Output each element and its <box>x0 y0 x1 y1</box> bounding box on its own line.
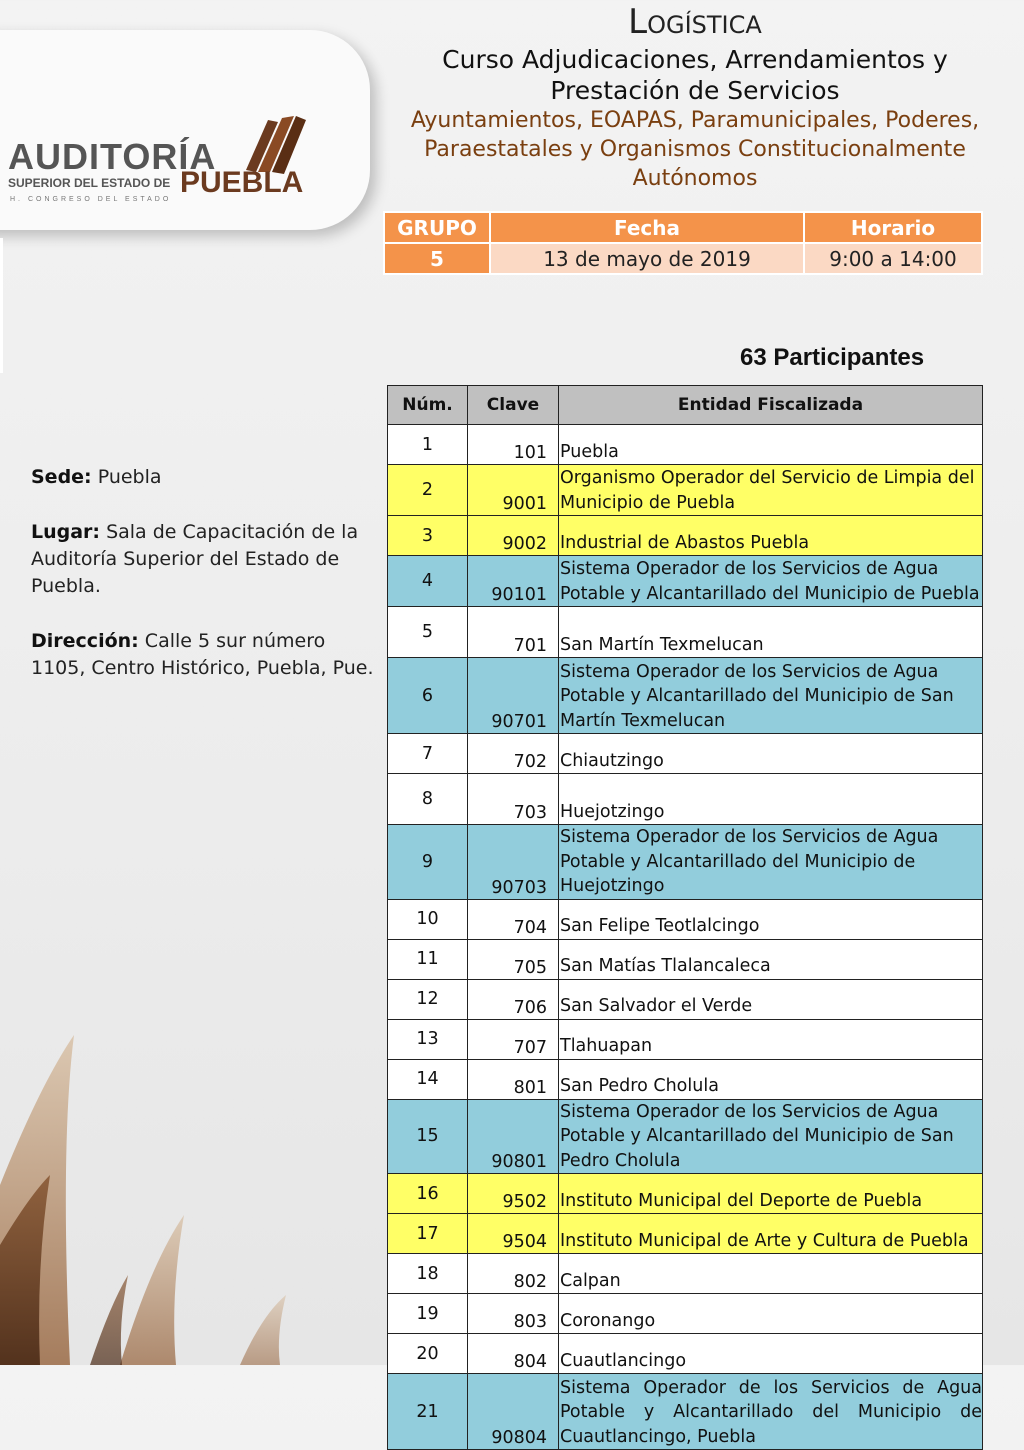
row-clave: 90703 <box>468 825 559 900</box>
table-row <box>388 1059 983 1099</box>
row-clave: 90801 <box>468 1099 559 1174</box>
sede-label: Sede: <box>31 466 92 488</box>
table-row <box>388 556 983 607</box>
row-entidad: Sistema Operador de los Servicios de Agua Potable y Alcantarillado del Municipio de Cuautlancingo, Puebla <box>559 1374 983 1450</box>
row-entidad: Instituto Municipal del Deporte de Puebla <box>559 1174 983 1214</box>
table-row <box>388 825 983 900</box>
auditoria-logo <box>8 118 308 208</box>
row-clave: 707 <box>468 1019 559 1059</box>
lugar-info <box>31 519 376 600</box>
row-clave: 9504 <box>468 1214 559 1254</box>
group-header-grupo: GRUPO <box>384 212 490 243</box>
table-row <box>388 979 983 1019</box>
row-entidad: San Felipe Teotlalcingo <box>559 899 983 939</box>
course-title-line2: Prestación de Servicios <box>550 76 840 105</box>
table-row <box>388 516 983 556</box>
logo-congreso-text: H. CONGRESO DEL ESTADO <box>10 196 172 203</box>
group-table-header <box>384 212 982 243</box>
row-clave: 90701 <box>468 658 559 734</box>
row-num: 18 <box>388 1254 468 1294</box>
logo-puebla-text: PUEBLA <box>180 166 304 199</box>
row-entidad: Calpan <box>559 1254 983 1294</box>
row-num: 21 <box>388 1374 468 1450</box>
row-entidad: San Salvador el Verde <box>559 979 983 1019</box>
row-num: 16 <box>388 1174 468 1214</box>
row-num: 7 <box>388 734 468 774</box>
lugar-value: Sala de Capacitación de la Auditoría Superior del Estado de Puebla. <box>31 521 359 597</box>
header-num: Núm. <box>388 386 468 425</box>
table-row <box>388 1019 983 1059</box>
entities-table <box>387 385 983 1450</box>
row-clave: 801 <box>468 1059 559 1099</box>
row-clave: 9002 <box>468 516 559 556</box>
course-title <box>400 44 990 106</box>
course-title-line1: Curso Adjudicaciones, Arrendamientos y <box>442 45 948 74</box>
row-entidad: Organismo Operador del Servicio de Limpia del Municipio de Puebla <box>559 465 983 516</box>
row-entidad: Industrial de Abastos Puebla <box>559 516 983 556</box>
row-entidad: San Pedro Cholula <box>559 1059 983 1099</box>
subtitle-line3: Autónomos <box>632 166 758 191</box>
row-clave: 706 <box>468 979 559 1019</box>
table-row <box>388 425 983 465</box>
table-row <box>388 1214 983 1254</box>
direccion-value: Calle 5 sur número 1105, Centro Histórico, Puebla, Pue. <box>31 630 374 679</box>
row-clave: 804 <box>468 1334 559 1374</box>
row-num: 19 <box>388 1294 468 1334</box>
table-row <box>388 607 983 658</box>
row-clave: 9001 <box>468 465 559 516</box>
row-entidad: San Martín Texmelucan <box>559 607 983 658</box>
table-row <box>388 1294 983 1334</box>
row-num: 11 <box>388 939 468 979</box>
subtitle-line1: Ayuntamientos, EOAPAS, Paramunicipales, Poderes, <box>410 108 980 133</box>
row-entidad: Sistema Operador de los Servicios de Agua Potable y Alcantarillado del Municipio de San Martín Texmelucan <box>559 658 983 734</box>
row-num: 14 <box>388 1059 468 1099</box>
row-num: 12 <box>388 979 468 1019</box>
subtitle-line2: Paraestatales y Organismos Constitucionalmente <box>424 137 966 162</box>
group-number: 5 <box>384 243 490 274</box>
row-num: 15 <box>388 1099 468 1174</box>
header-entidad: Entidad Fiscalizada <box>559 386 983 425</box>
row-entidad: San Matías Tlalancaleca <box>559 939 983 979</box>
row-clave: 702 <box>468 734 559 774</box>
row-num: 10 <box>388 899 468 939</box>
left-divider <box>0 238 3 373</box>
group-header-fecha: Fecha <box>490 212 804 243</box>
table-row <box>388 774 983 825</box>
sede-value: Puebla <box>91 466 162 488</box>
row-clave: 101 <box>468 425 559 465</box>
group-date: 13 de mayo de 2019 <box>490 243 804 274</box>
table-row <box>388 1254 983 1294</box>
logo-superior-text: SUPERIOR DEL ESTADO DE <box>8 176 171 190</box>
table-row <box>388 899 983 939</box>
table-row <box>388 1099 983 1174</box>
row-entidad: Sistema Operador de los Servicios de Agua Potable y Alcantarillado del Municipio de San Pedro Cholula <box>559 1099 983 1174</box>
page-title: Logística <box>628 2 762 42</box>
row-num: 13 <box>388 1019 468 1059</box>
row-num: 6 <box>388 658 468 734</box>
row-clave: 704 <box>468 899 559 939</box>
row-entidad: Sistema Operador de los Servicios de Agua Potable y Alcantarillado del Municipio de Puebla <box>559 556 983 607</box>
row-clave: 703 <box>468 774 559 825</box>
lugar-label: Lugar: <box>31 521 101 543</box>
row-clave: 90101 <box>468 556 559 607</box>
row-num: 8 <box>388 774 468 825</box>
row-clave: 802 <box>468 1254 559 1294</box>
direccion-info <box>31 628 376 682</box>
row-entidad: Instituto Municipal de Arte y Cultura de Puebla <box>559 1214 983 1254</box>
row-entidad: Huejotzingo <box>559 774 983 825</box>
decorative-swoosh <box>0 1025 380 1365</box>
header-clave: Clave <box>468 386 559 425</box>
row-num: 4 <box>388 556 468 607</box>
row-entidad: Sistema Operador de los Servicios de Agua Potable y Alcantarillado del Municipio de Huejotzingo <box>559 825 983 900</box>
group-header-horario: Horario <box>804 212 982 243</box>
row-num: 9 <box>388 825 468 900</box>
table-row <box>388 1334 983 1374</box>
group-schedule: 9:00 a 14:00 <box>804 243 982 274</box>
row-num: 2 <box>388 465 468 516</box>
table-row <box>388 658 983 734</box>
row-num: 20 <box>388 1334 468 1374</box>
table-row <box>388 939 983 979</box>
group-table <box>383 211 983 275</box>
table-row <box>388 1174 983 1214</box>
row-entidad: Chiautzingo <box>559 734 983 774</box>
logo-auditoria-text: AUDITORÍA <box>8 136 217 177</box>
row-num: 3 <box>388 516 468 556</box>
row-clave: 705 <box>468 939 559 979</box>
row-num: 17 <box>388 1214 468 1254</box>
table-row <box>388 1374 983 1450</box>
row-num: 5 <box>388 607 468 658</box>
table-row <box>388 465 983 516</box>
row-clave: 701 <box>468 607 559 658</box>
row-entidad: Coronango <box>559 1294 983 1334</box>
logo-card <box>0 30 370 230</box>
entities-table-header <box>388 386 983 425</box>
row-num: 1 <box>388 425 468 465</box>
course-subtitle <box>400 106 990 193</box>
direccion-label: Dirección: <box>31 630 139 652</box>
row-entidad: Puebla <box>559 425 983 465</box>
table-row <box>388 734 983 774</box>
row-clave: 803 <box>468 1294 559 1334</box>
group-table-row <box>384 243 982 274</box>
participants-count: 63 Participantes <box>740 344 925 371</box>
row-entidad: Tlahuapan <box>559 1019 983 1059</box>
row-clave: 9502 <box>468 1174 559 1214</box>
row-clave: 90804 <box>468 1374 559 1450</box>
row-entidad: Cuautlancingo <box>559 1334 983 1374</box>
sede-info <box>31 464 376 491</box>
